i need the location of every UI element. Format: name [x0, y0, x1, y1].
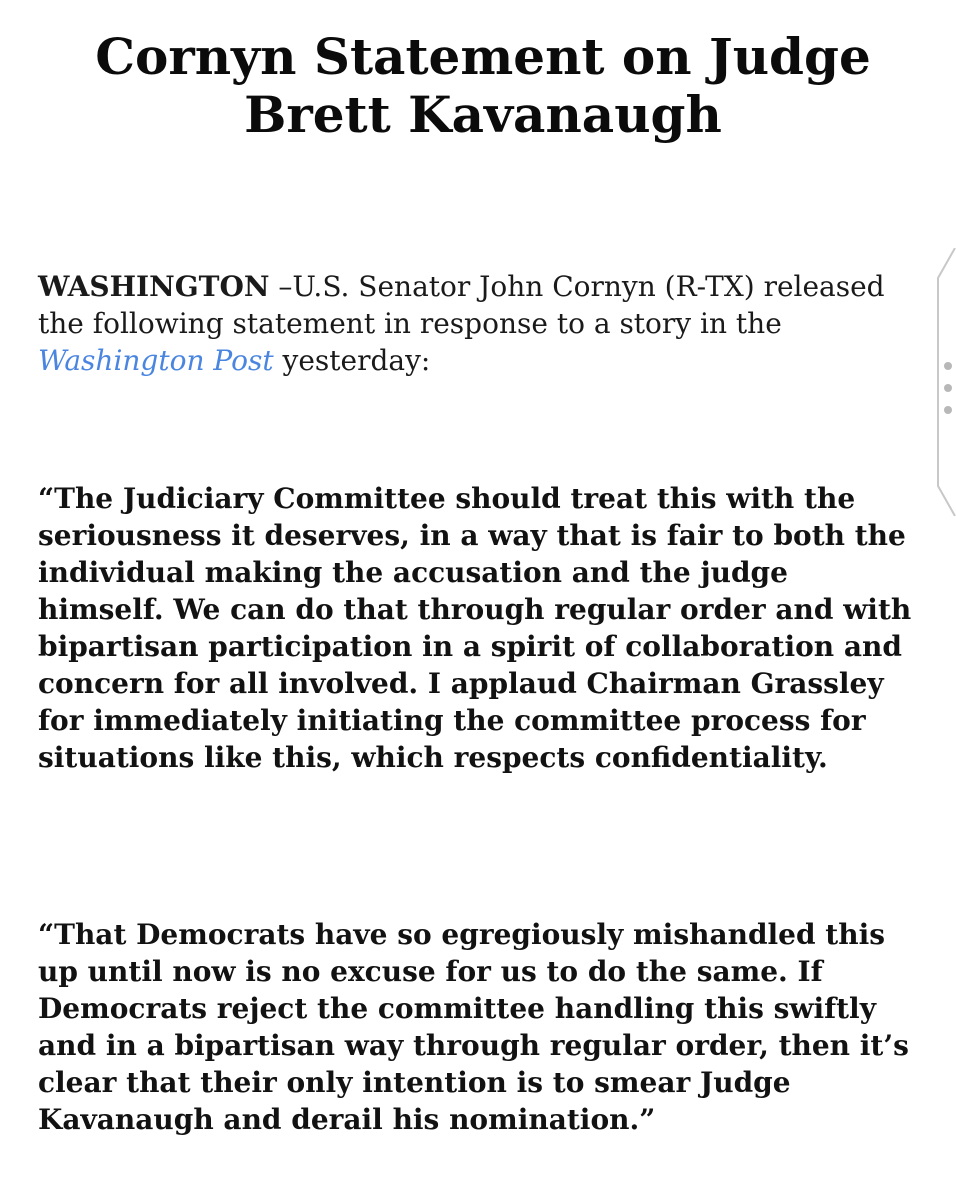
handle-dot-icon — [944, 406, 952, 414]
handle-dot-icon — [944, 384, 952, 392]
dateline: WASHINGTON — [38, 270, 270, 303]
article-lede — [38, 268, 918, 379]
lede-text-after-link: yesterday: — [273, 344, 431, 377]
statement-quote-2: “That Democrats have so egregiously mishandled this up until now is no excuse for us to do the same. If Democrats reject the committee handling this swiftly and in a bipartisan way through regular order, then it’s clear that their only intention is to smear Judge Kavanaugh and derail his nomination.” — [38, 918, 909, 1136]
handle-dot-icon — [944, 362, 952, 370]
article-title: Cornyn Statement on Judge Brett Kavanaugh — [95, 27, 871, 144]
edge-handle-dots — [944, 362, 954, 428]
washington-post-link[interactable]: Washington Post — [38, 344, 274, 377]
lede-text-before-link: –U.S. Senator John Cornyn (R-TX) released the following statement in response to a story in the — [38, 270, 885, 340]
statement-quote-1: “The Judiciary Committee should treat this with the seriousness it deserves, in a way that is fair to both the individual making the accusation and the judge himself. We can do that through regular order and with bipartisan participation in a spirit of collaboration and concern for all involved. I applaud Chairman Grassley for immediately initiating the committee process for situations like this, which respects confidentiality. — [38, 482, 912, 774]
article — [38, 0, 928, 1136]
